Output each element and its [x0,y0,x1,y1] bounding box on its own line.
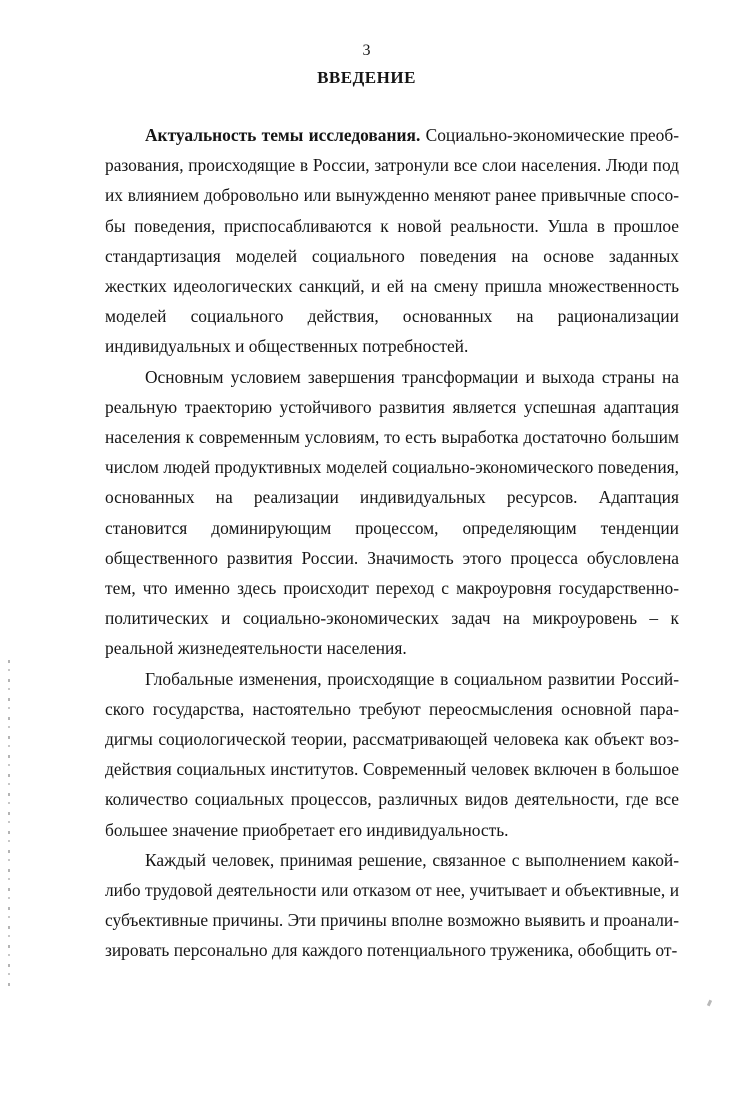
paragraph-text: Глобальные изменения, происходящие в социальном развитии Российского государства, настоятельно требуют переосмысления основной парадигмы социологической теории, рассматривающей человека как объект воздействия социальных институтов. Современный человек включен в большое количество социальных процессов, различных видов деятельности, где все большее значение приобретает его индивидуальность. [105,668,679,840]
page-title: ВВЕДЕНИЕ [317,68,416,87]
document-body [105,120,679,966]
paragraph-global-changes [105,664,679,845]
paragraph-lead: Актуальность темы исследования. [145,125,421,145]
page-number: 3 [362,42,371,59]
scan-mark-artifact [707,1000,712,1007]
paragraph-adaptation [105,362,679,664]
paragraph-text: Основным условием завершения трансформации и выхода страны на реальную траекторию устойчивого развития является успешная адаптация населения к современным условиям, то есть выработка достаточно большим числом людей продуктивных моделей социально-экономического поведения, основанных на реализации индивидуальных ресурсов. Адаптация становится доминирующим процессом, определяющим тенденции общественного развития России. Значимость этого процесса обусловлена тем, что именно здесь происходит переход с макроуровня государственно-политических и социально-экономических задач на микроуровень – к реальной жизнедеятельности населения. [105,366,679,659]
scan-edge-artifact [8,660,10,990]
paragraph-text: Каждый человек, принимая решение, связанное с выполнением какой-либо трудовой деятельности или отказом от нее, учитывает и объективные, и субъективные причины. Эти причины вполне возможно выявить и проанализировать персонально для каждого потенциального труженика, обобщить от- [105,849,679,961]
paragraph-individual-decision [105,845,679,966]
paragraph-relevance [105,120,679,362]
paragraph-text: Социально-экономические преобразования, происходящие в России, затронули все слои населения. Люди под их влиянием добровольно или вынужденно меняют ранее привычные способы поведения, приспосабливаются к новой реальности. Ушла в прошлое стандартизация моделей социального поведения на основе заданных жестких идеологических санкций, и ей на смену пришла множественность моделей социального действия, основанных на рационализации индивидуальных и общественных потребностей. [105,125,679,357]
